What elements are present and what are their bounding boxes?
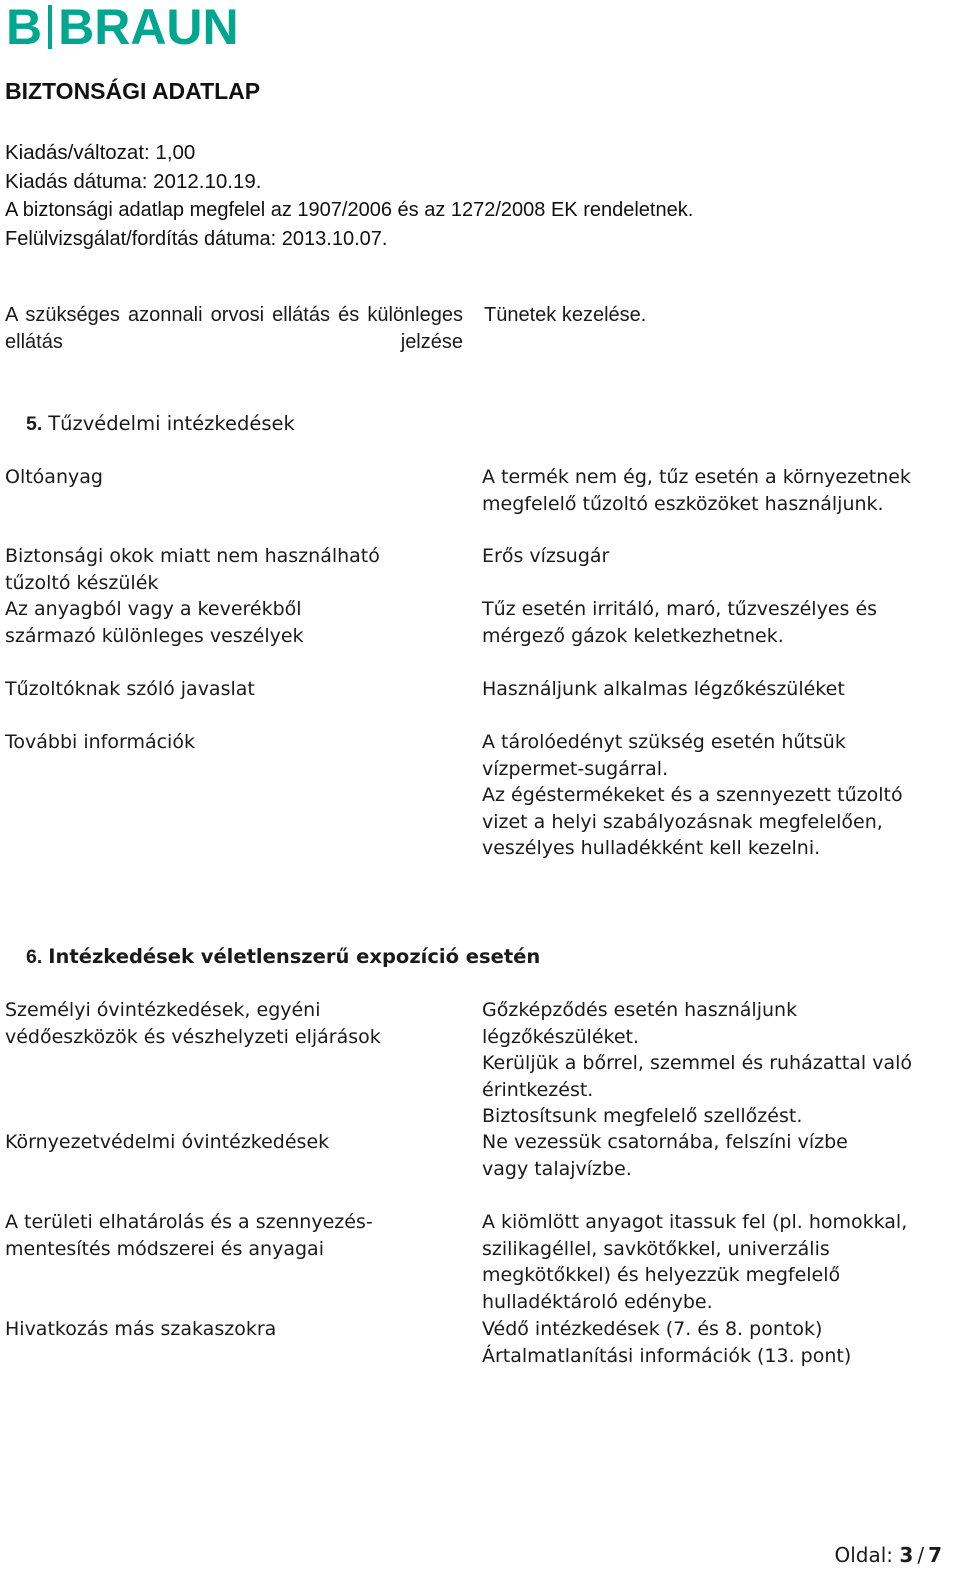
row-value: Ne vezessük csatornába, felszíni vízbe vagy talajvízbe. bbox=[482, 1131, 848, 1180]
meta-revision-date: Felülvizsgálat/fordítás dátuma: 2013.10.07. bbox=[5, 228, 388, 250]
row-label: Biztonsági okok miatt nem használható tűzoltó készülék bbox=[5, 545, 380, 594]
section-heading-6 bbox=[26, 943, 540, 971]
section-title: Intézkedések véletlenszerű expozíció esetén bbox=[48, 945, 541, 968]
document-title: BIZTONSÁGI ADATLAP bbox=[5, 78, 261, 104]
row-value: Védő intézkedések (7. és 8. pontok) Ártalmatlanítási információk (13. pont) bbox=[482, 1318, 852, 1367]
row-label: Tűzoltóknak szóló javaslat bbox=[5, 678, 255, 700]
row-value: A kiömlött anyagot itassuk fel (pl. homokkal, szilikagéllel, savkötőkkel, univerzális megkötőkkel) és helyezzük megfelelő hulladéktároló edénybe. bbox=[482, 1211, 908, 1313]
row-label: Oltóanyag bbox=[5, 466, 103, 488]
section-heading-5 bbox=[26, 410, 295, 438]
row-label: Az anyagból vagy a keverékből származó különleges veszélyek bbox=[5, 598, 304, 647]
row-label: További információk bbox=[5, 731, 195, 753]
row-value: Tünetek kezelése. bbox=[484, 304, 647, 326]
meta-version: Kiadás/változat: 1,00 bbox=[5, 141, 196, 164]
document-meta bbox=[5, 138, 693, 254]
logo-divider bbox=[48, 5, 52, 49]
row-label: Hivatkozás más szakaszokra bbox=[5, 1318, 277, 1340]
current-page: 3 bbox=[899, 1543, 914, 1567]
logo-wordmark: BRAUN bbox=[58, 0, 239, 55]
meta-issue-date: Kiadás dátuma: 2012.10.19. bbox=[5, 170, 262, 193]
meta-regulation: A biztonsági adatlap megfelel az 1907/2006 és az 1272/2008 EK rendeletnek. bbox=[5, 199, 694, 221]
row-value: Tűz esetén irritáló, maró, tűzveszélyes és mérgező gázok keletkezhetnek. bbox=[482, 598, 878, 647]
row-label: A szükséges azonnali orvosi ellátás és különleges ellátás jelzése bbox=[5, 304, 463, 353]
row-label: Személyi óvintézkedések, egyéni védőeszközök és vészhelyzeti eljárások bbox=[5, 999, 381, 1048]
braun-logo bbox=[6, 0, 239, 55]
row-label: A területi elhatárolás és a szennyezés-mentesítés módszerei és anyagai bbox=[5, 1211, 373, 1260]
section-number: 5. bbox=[26, 413, 43, 435]
row-value: A tárolóedényt szükség esetén hűtsük vízpermet-sugárral. Az égéstermékeket és a szennyezett tűzoltó vizet a helyi szabályozásnak megfelelően, veszélyes hulladékként kell kezelni. bbox=[482, 731, 903, 860]
section-title: Tűzvédelmi intézkedések bbox=[48, 412, 295, 435]
page-separator: / bbox=[917, 1543, 925, 1567]
page-number bbox=[835, 1542, 943, 1568]
row-value: Gőzképződés esetén használjunk légzőkészüléket. Kerüljük a bőrrel, szemmel és ruházattal való érintkezést. Biztosítsunk megfelelő szellőzést. bbox=[482, 999, 913, 1128]
logo-letter-b: B bbox=[6, 0, 43, 55]
row-label: Környezetvédelmi óvintézkedések bbox=[5, 1131, 330, 1153]
section-number: 6. bbox=[26, 946, 43, 968]
row-value: Használjunk alkalmas légzőkészüléket bbox=[482, 678, 845, 700]
row-value: A termék nem ég, tűz esetén a környezetnek megfelelő tűzoltó eszközöket használjunk. bbox=[482, 466, 911, 515]
total-pages: 7 bbox=[928, 1543, 942, 1567]
page-prefix: Oldal: bbox=[834, 1543, 894, 1567]
row-value: Erős vízsugár bbox=[482, 545, 610, 567]
